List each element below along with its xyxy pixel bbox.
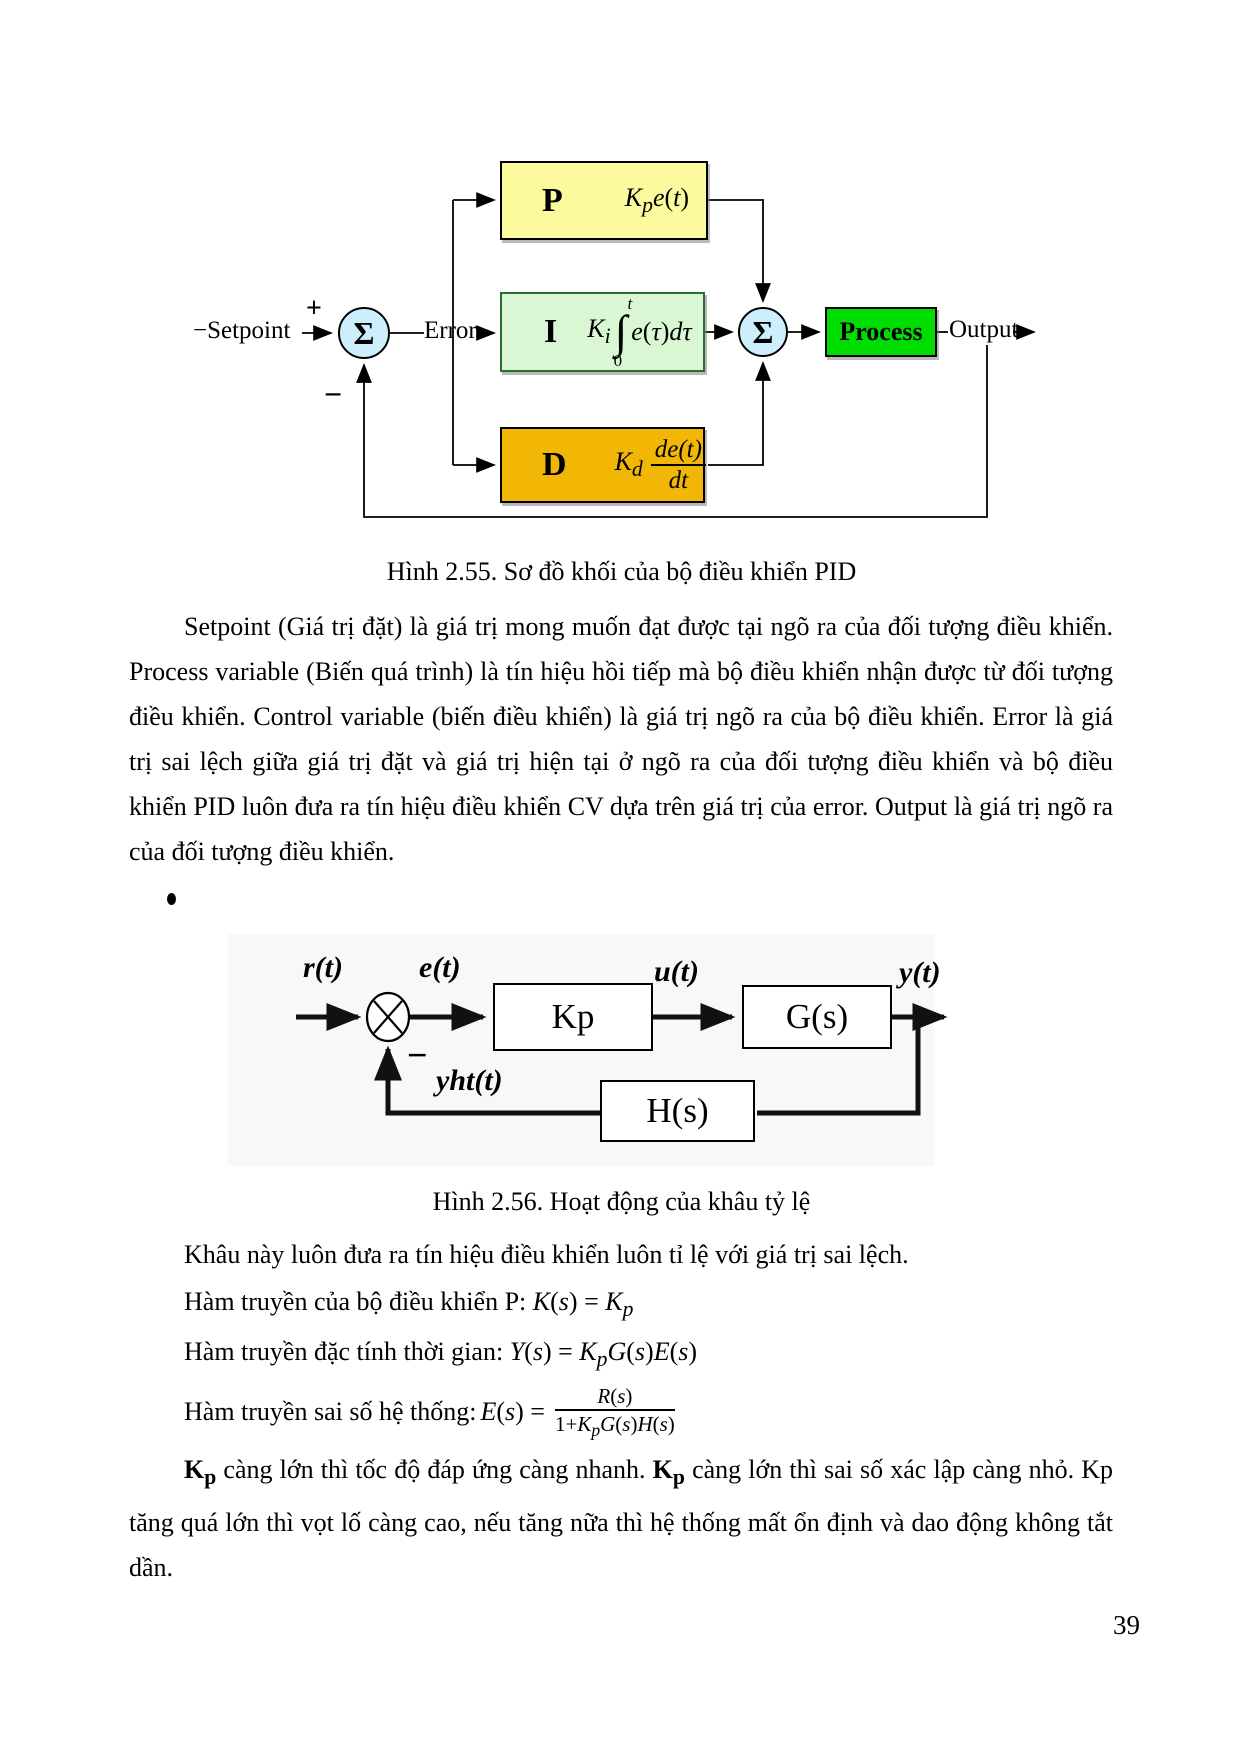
line-khau: Khâu này luôn đưa ra tín hiệu điều khiển luôn tỉ lệ với giá trị sai lệch.	[184, 1240, 909, 1269]
list-bullet	[167, 893, 176, 905]
fig2-y-label: y(t)	[899, 956, 941, 989]
fig1-plus-sign: +	[306, 293, 322, 324]
i-block-integral	[613, 294, 633, 370]
gs-block-label: G(s)	[785, 997, 849, 1036]
fig1-output-label: Output	[949, 316, 1019, 343]
fig2-hs-block	[600, 1080, 755, 1142]
fig2-u-label: u(t)	[654, 955, 699, 988]
paragraph-kp-effects: $K_p$ càng lớn thì tốc độ đáp ứng càng nhanh. $K_p$ càng lớn thì sai số xác lập càng nhỏ. Kp tăng quá lớn thì vọt lố càng cao, nếu tăng nữa thì hệ thống mất ổn định và dao động không tắt dần.	[129, 1455, 1113, 1583]
line-error-transfer	[184, 1381, 675, 1443]
fig1-sum-left	[338, 307, 390, 359]
d-fraction-numerator: de(t)	[651, 436, 706, 467]
fig2-gs-block	[742, 985, 892, 1049]
fig1-p-block	[500, 161, 708, 240]
fig1-minus-sign: −	[324, 376, 343, 412]
kp-block-label: Kp	[551, 997, 595, 1036]
fig1-caption: Hình 2.55. Sơ đồ khối của bộ điều khiển PID	[386, 557, 857, 586]
d-block-letter: D	[542, 446, 567, 483]
p-block-letter: P	[542, 181, 563, 219]
fig2-caption: Hình 2.56. Hoạt động của khâu tỷ lệ	[432, 1187, 811, 1216]
error-transfer-lhs: E(s) =	[480, 1397, 545, 1426]
p-block-formula: $K_pe(t)$	[624, 182, 690, 218]
sigma-symbol: Σ	[353, 314, 375, 351]
fig2-minus-sign: −	[407, 1035, 428, 1075]
paragraph-setpoint-description: Setpoint (Giá trị đặt) là giá trị mong muốn đạt được tại ngõ ra của đối tượng điều khiển. Process variable (Biến quá trình) là tín hiệu hồi tiếp mà bộ điều khiển nhận được từ đối tượng điều khiển. Control variable (biến điều khiển) là giá trị ngõ ra của bộ điều khiển. Error là giá trị sai lệch giữa giá trị đặt và giá trị hiện tại ở ngõ ra của đối tượng điều khiển và bộ điều khiển PID luôn đưa ra tín hiệu điều khiển CV dựa trên giá trị của error. Output là giá trị ngõ ra của đối tượng điều khiển.	[129, 612, 1113, 866]
error-fraction-denominator: $1+K_pG(s)H(s)$	[554, 1411, 675, 1441]
integral-sign: ∫	[614, 306, 628, 357]
fig2-e-label: e(t)	[419, 951, 461, 984]
process-block-label: Process	[839, 317, 923, 346]
fig2-r-label: r(t)	[303, 951, 343, 984]
error-transfer-label: Hàm truyền sai số hệ thống:	[184, 1397, 477, 1426]
d-block-fraction	[651, 436, 706, 495]
fig1-d-block	[500, 427, 705, 503]
fig1-setpoint-label: −Setpoint	[193, 317, 291, 344]
integral-lower-limit: 0	[613, 351, 623, 370]
line-transfer-function-p: Hàm truyền của bộ điều khiển P: $K(s) = K_p$	[184, 1287, 634, 1322]
fig1-process-block	[825, 307, 937, 357]
fig2-kp-block	[493, 983, 653, 1051]
fig1-sum-right	[738, 307, 788, 357]
line-time-response: Hàm truyền đặc tính thời gian: $Y(s) = K_pG(s)E(s)$	[184, 1337, 698, 1372]
d-fraction-denominator: dt	[668, 467, 689, 494]
fig2-sum-junction	[367, 993, 409, 1041]
integral-upper-limit: t	[627, 294, 633, 313]
page-number: 39	[1113, 1610, 1140, 1640]
hs-block-label: H(s)	[646, 1091, 709, 1130]
fig2-yht-label: yht(t)	[436, 1064, 503, 1097]
i-block-coeff: $K_i$	[587, 314, 611, 349]
i-block-integrand: e(τ)dτ	[631, 317, 692, 346]
error-fraction-numerator: R(s)	[555, 1384, 675, 1411]
error-transfer-fraction	[555, 1384, 675, 1440]
fig1-i-block	[500, 292, 705, 372]
sigma-symbol: Σ	[752, 313, 774, 350]
fig1-error-label: Error	[424, 317, 477, 344]
i-block-letter: I	[544, 313, 558, 350]
d-block-coeff: $K_d$	[614, 447, 643, 482]
